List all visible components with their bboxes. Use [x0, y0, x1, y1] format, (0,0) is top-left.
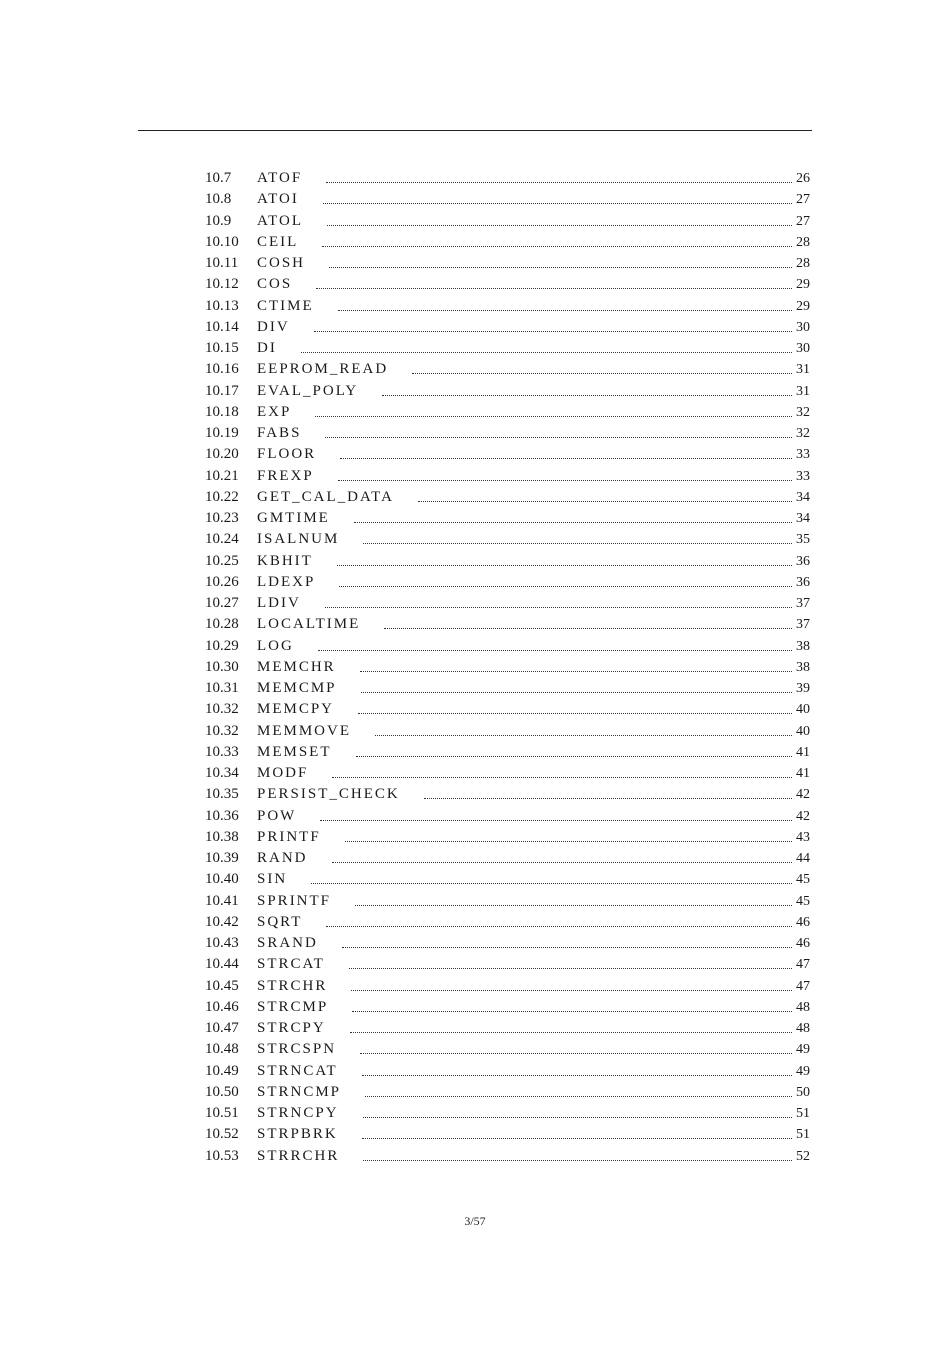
toc-dot-leader — [349, 967, 792, 969]
toc-entry-title: LDIV — [257, 595, 301, 612]
toc-entry-page: 41 — [796, 744, 810, 760]
toc-entry[interactable] — [205, 614, 810, 635]
toc-dot-leader — [332, 776, 792, 778]
toc-entry-page: 51 — [796, 1106, 810, 1122]
toc-entry[interactable] — [205, 678, 810, 699]
toc-entry-page: 42 — [796, 808, 810, 824]
toc-entry[interactable] — [205, 869, 810, 890]
toc-entry[interactable] — [205, 168, 810, 189]
toc-entry[interactable] — [205, 721, 810, 742]
toc-dot-leader — [424, 797, 792, 799]
toc-entry-number: 10.9 — [205, 212, 232, 229]
toc-entry-page: 26 — [796, 171, 810, 187]
toc-entry-page: 38 — [796, 638, 810, 654]
toc-entry-number: 10.20 — [205, 446, 239, 463]
toc-entry[interactable] — [205, 359, 810, 380]
toc-entry-number: 10.8 — [205, 191, 232, 208]
toc-entry-number: 10.27 — [205, 595, 239, 612]
toc-dot-leader — [338, 309, 792, 311]
toc-entry-page: 32 — [796, 404, 810, 420]
toc-dot-leader — [356, 755, 792, 757]
toc-entry-number: 10.14 — [205, 318, 239, 335]
toc-entry-number: 10.47 — [205, 1020, 239, 1037]
toc-entry-page: 27 — [796, 213, 810, 229]
toc-entry-title: KBHIT — [257, 552, 313, 569]
toc-entry-page: 49 — [796, 1063, 810, 1079]
toc-entry[interactable] — [205, 1146, 810, 1167]
table-of-contents — [205, 168, 810, 1167]
toc-entry[interactable] — [205, 253, 810, 274]
toc-entry-page: 39 — [796, 681, 810, 697]
toc-entry-title: COS — [257, 276, 293, 293]
toc-entry-title: CEIL — [257, 233, 299, 250]
toc-entry-page: 45 — [796, 893, 810, 909]
toc-entry-title: SPRINTF — [257, 892, 332, 909]
toc-dot-leader — [354, 521, 792, 523]
toc-entry-title: GET_CAL_DATA — [257, 488, 394, 505]
toc-entry-page: 49 — [796, 1042, 810, 1058]
toc-entry-number: 10.38 — [205, 828, 239, 845]
toc-entry-page: 38 — [796, 659, 810, 675]
toc-entry-title: COSH — [257, 255, 306, 272]
toc-entry-title: DI — [257, 340, 277, 357]
toc-entry-title: STRCSPN — [257, 1041, 337, 1058]
toc-entry-page: 45 — [796, 872, 810, 888]
toc-entry-title: STRRCHR — [257, 1147, 340, 1164]
toc-entry[interactable] — [205, 551, 810, 572]
toc-entry[interactable] — [205, 189, 810, 210]
toc-entry-number: 10.24 — [205, 531, 239, 548]
toc-entry-page: 46 — [796, 936, 810, 952]
toc-entry-page: 51 — [796, 1127, 810, 1143]
toc-entry-page: 40 — [796, 702, 810, 718]
toc-entry[interactable] — [205, 891, 810, 912]
toc-entry-title: FREXP — [257, 467, 314, 484]
toc-entry-page: 34 — [796, 511, 810, 527]
toc-entry-page: 44 — [796, 851, 810, 867]
toc-entry-title: FLOOR — [257, 446, 317, 463]
toc-dot-leader — [363, 542, 792, 544]
toc-entry-title: RAND — [257, 850, 308, 867]
toc-entry-number: 10.49 — [205, 1062, 239, 1079]
toc-entry-page: 40 — [796, 723, 810, 739]
toc-entry-title: ATOL — [257, 212, 304, 229]
toc-dot-leader — [358, 712, 792, 714]
toc-entry-title: FABS — [257, 425, 302, 442]
toc-entry-number: 10.30 — [205, 658, 239, 675]
toc-dot-leader — [352, 1010, 792, 1012]
toc-entry-title: LDEXP — [257, 573, 316, 590]
toc-entry-title: STRNCPY — [257, 1105, 339, 1122]
toc-entry-number: 10.28 — [205, 616, 239, 633]
toc-entry-number: 10.34 — [205, 765, 239, 782]
toc-entry-number: 10.15 — [205, 340, 239, 357]
toc-entry[interactable] — [205, 1082, 810, 1103]
toc-entry-page: 29 — [796, 298, 810, 314]
toc-entry[interactable] — [205, 487, 810, 508]
toc-entry-title: STRCHR — [257, 977, 328, 994]
toc-entry-number: 10.32 — [205, 722, 239, 739]
toc-dot-leader — [314, 330, 792, 332]
toc-entry[interactable] — [205, 1039, 810, 1060]
toc-entry-page: 46 — [796, 914, 810, 930]
toc-entry[interactable] — [205, 954, 810, 975]
toc-entry[interactable] — [205, 784, 810, 805]
toc-entry[interactable] — [205, 657, 810, 678]
toc-dot-leader — [365, 1095, 792, 1097]
toc-dot-leader — [412, 372, 792, 374]
header-rule — [138, 130, 812, 131]
toc-dot-leader — [382, 394, 792, 396]
toc-entry-title: MEMMOVE — [257, 722, 352, 739]
toc-entry[interactable] — [205, 572, 810, 593]
toc-dot-leader — [315, 415, 792, 417]
toc-entry-title: EEPROM_READ — [257, 361, 389, 378]
toc-entry-title: SIN — [257, 871, 288, 888]
toc-dot-leader — [384, 627, 792, 629]
toc-entry[interactable] — [205, 338, 810, 359]
toc-entry[interactable] — [205, 423, 810, 444]
toc-entry[interactable] — [205, 827, 810, 848]
toc-entry-page: 33 — [796, 447, 810, 463]
toc-entry-title: STRPBRK — [257, 1126, 338, 1143]
toc-entry-title: SQRT — [257, 913, 303, 930]
toc-entry-page: 30 — [796, 341, 810, 357]
toc-entry-page: 35 — [796, 532, 810, 548]
toc-entry[interactable] — [205, 806, 810, 827]
toc-entry-number: 10.31 — [205, 680, 239, 697]
toc-dot-leader — [361, 691, 792, 693]
toc-entry-page: 31 — [796, 362, 810, 378]
toc-entry-number: 10.43 — [205, 935, 239, 952]
toc-entry[interactable] — [205, 699, 810, 720]
toc-entry-title: MODF — [257, 765, 309, 782]
toc-entry-number: 10.48 — [205, 1041, 239, 1058]
toc-dot-leader — [345, 840, 792, 842]
toc-dot-leader — [360, 1052, 792, 1054]
toc-dot-leader — [363, 1159, 792, 1161]
toc-entry-title: GMTIME — [257, 510, 330, 527]
toc-entry-title: SRAND — [257, 935, 318, 952]
toc-entry-number: 10.42 — [205, 913, 239, 930]
toc-dot-leader — [329, 266, 792, 268]
toc-entry[interactable] — [205, 402, 810, 423]
toc-entry-page: 30 — [796, 319, 810, 335]
toc-dot-leader — [323, 202, 792, 204]
toc-entry-title: MEMCHR — [257, 658, 336, 675]
toc-dot-leader — [326, 925, 792, 927]
toc-entry-page: 28 — [796, 256, 810, 272]
toc-dot-leader — [338, 479, 792, 481]
toc-entry-page: 47 — [796, 978, 810, 994]
toc-dot-leader — [418, 500, 792, 502]
toc-entry-number: 10.51 — [205, 1105, 239, 1122]
toc-entry-page: 27 — [796, 192, 810, 208]
toc-entry-title: MEMSET — [257, 743, 332, 760]
toc-entry[interactable] — [205, 466, 810, 487]
toc-entry-page: 50 — [796, 1084, 810, 1100]
toc-entry[interactable] — [205, 274, 810, 295]
toc-entry-title: STRNCMP — [257, 1083, 342, 1100]
toc-entry-page: 36 — [796, 574, 810, 590]
toc-entry-number: 10.16 — [205, 361, 239, 378]
toc-entry-number: 10.36 — [205, 807, 239, 824]
toc-entry-title: MEMCPY — [257, 701, 335, 718]
toc-entry-page: 36 — [796, 553, 810, 569]
toc-entry-number: 10.19 — [205, 425, 239, 442]
toc-entry-title: ATOI — [257, 191, 299, 208]
toc-entry-page: 52 — [796, 1148, 810, 1164]
toc-entry-page: 48 — [796, 1021, 810, 1037]
toc-dot-leader — [332, 861, 792, 863]
toc-entry-number: 10.10 — [205, 233, 239, 250]
toc-entry[interactable] — [205, 1103, 810, 1124]
toc-entry-number: 10.52 — [205, 1126, 239, 1143]
toc-entry-page: 37 — [796, 617, 810, 633]
toc-entry-number: 10.11 — [205, 255, 239, 272]
toc-entry-number: 10.33 — [205, 743, 239, 760]
toc-entry[interactable] — [205, 1018, 810, 1039]
toc-entry-number: 10.22 — [205, 488, 239, 505]
toc-entry[interactable] — [205, 976, 810, 997]
toc-entry-page: 47 — [796, 957, 810, 973]
toc-entry-number: 10.21 — [205, 467, 239, 484]
toc-entry[interactable] — [205, 593, 810, 614]
toc-entry-number: 10.25 — [205, 552, 239, 569]
toc-dot-leader — [339, 585, 792, 587]
toc-entry[interactable] — [205, 997, 810, 1018]
toc-dot-leader — [342, 946, 792, 948]
toc-dot-leader — [337, 564, 792, 566]
toc-entry-title: PRINTF — [257, 828, 321, 845]
toc-entry-page: 33 — [796, 468, 810, 484]
toc-entry-title: LOG — [257, 637, 294, 654]
toc-dot-leader — [355, 904, 792, 906]
toc-entry-title: STRCPY — [257, 1020, 326, 1037]
toc-entry[interactable] — [205, 296, 810, 317]
toc-entry[interactable] — [205, 529, 810, 550]
toc-entry-page: 31 — [796, 383, 810, 399]
toc-entry[interactable] — [205, 1061, 810, 1082]
toc-dot-leader — [311, 882, 792, 884]
toc-entry-number: 10.53 — [205, 1147, 239, 1164]
page-number: 3/57 — [464, 1214, 486, 1228]
toc-entry[interactable] — [205, 211, 810, 232]
toc-entry-page: 42 — [796, 787, 810, 803]
toc-entry-page: 29 — [796, 277, 810, 293]
toc-entry-title: POW — [257, 807, 297, 824]
toc-entry[interactable] — [205, 508, 810, 529]
toc-entry-number: 10.45 — [205, 977, 239, 994]
toc-entry-number: 10.40 — [205, 871, 239, 888]
toc-dot-leader — [320, 819, 792, 821]
toc-entry-title: MEMCMP — [257, 680, 337, 697]
toc-entry-number: 10.26 — [205, 573, 239, 590]
toc-entry-page: 41 — [796, 766, 810, 782]
toc-dot-leader — [326, 181, 792, 183]
toc-entry-title: DIV — [257, 318, 290, 335]
toc-entry-title: LOCALTIME — [257, 616, 361, 633]
toc-dot-leader — [325, 606, 792, 608]
toc-entry-number: 10.7 — [205, 170, 232, 187]
toc-entry-number: 10.35 — [205, 786, 239, 803]
toc-entry-title: CTIME — [257, 297, 314, 314]
toc-entry-title: EXP — [257, 403, 292, 420]
toc-entry[interactable] — [205, 381, 810, 402]
toc-dot-leader — [322, 245, 792, 247]
toc-entry-title: EVAL_POLY — [257, 382, 359, 399]
toc-entry-number: 10.39 — [205, 850, 239, 867]
toc-entry-title: STRCMP — [257, 998, 329, 1015]
toc-entry[interactable] — [205, 232, 810, 253]
toc-entry-number: 10.32 — [205, 701, 239, 718]
toc-entry-number: 10.17 — [205, 382, 239, 399]
toc-entry-number: 10.13 — [205, 297, 239, 314]
toc-entry-number: 10.50 — [205, 1083, 239, 1100]
toc-dot-leader — [318, 649, 792, 651]
toc-entry-page: 37 — [796, 596, 810, 612]
toc-entry[interactable] — [205, 444, 810, 465]
toc-entry-title: ISALNUM — [257, 531, 340, 548]
toc-entry[interactable] — [205, 317, 810, 338]
toc-entry-page: 48 — [796, 999, 810, 1015]
toc-entry-number: 10.46 — [205, 998, 239, 1015]
toc-entry[interactable] — [205, 742, 810, 763]
toc-entry-number: 10.44 — [205, 956, 239, 973]
toc-entry-title: STRCAT — [257, 956, 325, 973]
toc-entry-title: PERSIST_CHECK — [257, 786, 400, 803]
toc-entry[interactable] — [205, 912, 810, 933]
toc-entry-page: 28 — [796, 234, 810, 250]
toc-dot-leader — [340, 457, 792, 459]
toc-entry[interactable] — [205, 763, 810, 784]
toc-dot-leader — [350, 1031, 792, 1033]
toc-entry-title: ATOF — [257, 170, 303, 187]
toc-entry-page: 34 — [796, 489, 810, 505]
toc-dot-leader — [325, 436, 792, 438]
toc-entry[interactable] — [205, 848, 810, 869]
toc-dot-leader — [362, 1137, 792, 1139]
toc-entry-page: 43 — [796, 829, 810, 845]
toc-entry-number: 10.18 — [205, 403, 239, 420]
toc-dot-leader — [360, 670, 792, 672]
toc-entry-number: 10.29 — [205, 637, 239, 654]
toc-dot-leader — [301, 351, 792, 353]
toc-dot-leader — [327, 224, 792, 226]
toc-entry-number: 10.23 — [205, 510, 239, 527]
toc-entry[interactable] — [205, 636, 810, 657]
toc-entry[interactable] — [205, 933, 810, 954]
toc-dot-leader — [351, 989, 792, 991]
toc-entry-page: 32 — [796, 426, 810, 442]
toc-dot-leader — [316, 287, 792, 289]
toc-entry[interactable] — [205, 1124, 810, 1145]
toc-entry-number: 10.12 — [205, 276, 239, 293]
toc-dot-leader — [375, 734, 792, 736]
toc-dot-leader — [362, 1074, 792, 1076]
toc-entry-title: STRNCAT — [257, 1062, 338, 1079]
toc-dot-leader — [363, 1116, 792, 1118]
toc-entry-number: 10.41 — [205, 892, 239, 909]
